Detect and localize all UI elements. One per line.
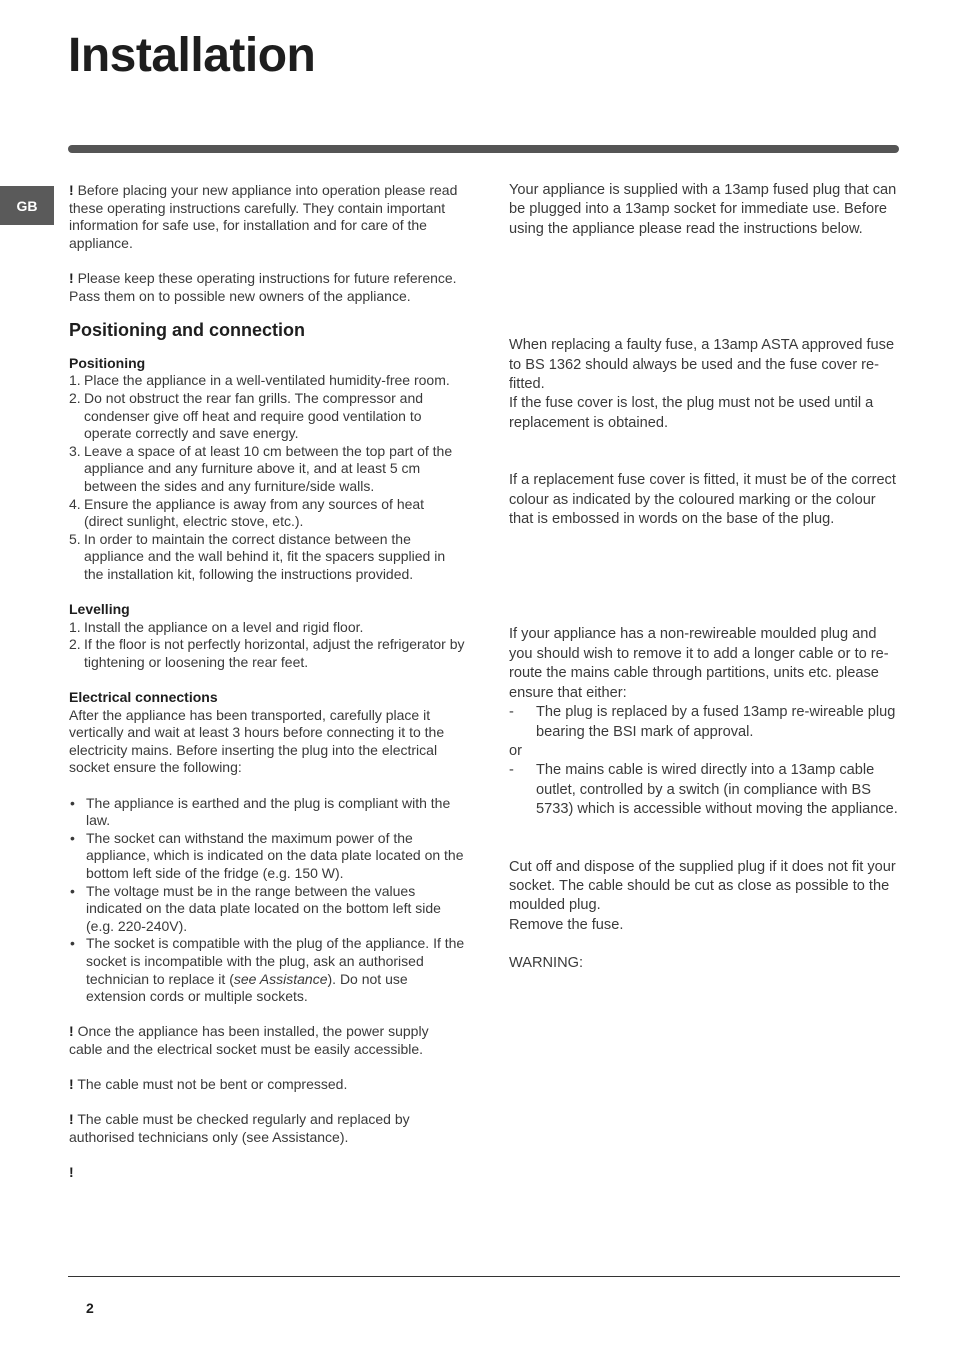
list-item: • The socket can withstand the maximum power of the appliance, which is indicated on the data plate located on the bottom left side of the fridge (e.g. 150 W). — [70, 829, 464, 881]
subsection-heading-electrical: Electrical connections — [69, 689, 218, 706]
fuse-replacement-text: When replacing a faulty fuse, a 13amp ASTA approved fuse to BS 1362 should always be used and the fuse cover re-fitted. — [509, 337, 895, 393]
left-column — [69, 182, 465, 1182]
warning-mark-icon: ! — [69, 182, 74, 198]
dash-icon: - — [509, 762, 514, 779]
list-item: 1. Install the appliance on a level and rigid floor. — [69, 618, 364, 635]
list-item: 5. In order to maintain the correct distance between the appliance and the wall behind it, fit the spacers supplied in the installation kit, following the instructions provided. — [69, 530, 446, 582]
bullet-icon: • — [70, 829, 75, 846]
page-title: Installation — [68, 29, 316, 82]
list-item: - The plug is replaced by a fused 13amp re-wireable plug bearing the BSI mark of approval. — [509, 704, 896, 740]
subsection-heading-positioning: Positioning — [69, 354, 146, 371]
positioning-list — [69, 372, 465, 583]
moulded-plug-text: If your appliance has a non-rewireable moulded plug and you should wish to remove it to add a longer cable or to re-route the mains cable through partitions, units etc. please ensure that either: — [509, 626, 889, 701]
bullet-icon: • — [70, 935, 75, 952]
electrical-checklist — [69, 795, 465, 1006]
plug-intro: Your appliance is supplied with a 13amp fused plug that can be plugged into a 13amp socket for immediate use. Before using the appliance please read the instructions below. — [509, 182, 897, 237]
bullet-icon: • — [70, 882, 75, 899]
levelling-list — [69, 619, 465, 672]
notice: ! The cable must not be bent or compressed. — [69, 1076, 348, 1093]
fuse-cover-colour-text: If a replacement fuse cover is fitted, it must be of the correct colour as indicated by the coloured marking or the colour that is embossed in words on the base of the plug. — [509, 472, 896, 528]
page-number: 2 — [86, 1300, 94, 1316]
list-item: 4. Ensure the appliance is away from any sources of heat (direct sunlight, electric stove, etc.). — [69, 495, 425, 530]
notice: ! Please keep these operating instructions for future reference. Pass them on to possible new owners of the appliance. — [69, 269, 457, 304]
list-item: 2. Do not obstruct the rear fan grills. The compressor and condenser give off heat and require good ventilation to operate correctly and save energy. — [69, 389, 424, 442]
list-item: 1. Place the appliance in a well-ventilated humidity-free room. — [69, 372, 450, 389]
warning-label: WARNING: — [509, 955, 584, 972]
warning-mark-icon: ! — [69, 269, 74, 286]
remove-fuse-text: Remove the fuse. — [509, 916, 624, 933]
notice — [69, 1164, 465, 1182]
notice: ! Once the appliance has been installed, the power supply cable and the electrical socket must be easily accessible. — [69, 1023, 429, 1057]
subsection-heading-levelling: Levelling — [69, 601, 130, 618]
electrical-intro: After the appliance has been transported, carefully place it vertically and wait at least 3 hours before connecting it to the electricity mains. Before inserting the plug into the electrical socket ensure the following: — [69, 706, 445, 776]
cut-off-plug-text: Cut off and dispose of the supplied plug if it does not fit your socket. The cable should be cut as close as possible to the moulded plug. — [509, 858, 896, 914]
fuse-cover-lost-text: If the fuse cover is lost, the plug must not be used until a replacement is obtained. — [509, 395, 874, 431]
list-item: • The voltage must be in the range between the values indicated on the data plate located on the bottom left side (e.g. 220-240V). — [70, 882, 441, 934]
section-title: Positioning and connection — [69, 320, 305, 341]
or-text: or — [509, 742, 522, 759]
dash-icon: - — [509, 704, 514, 721]
list-item: 3. Leave a space of at least 10 cm between the top part of the appliance and any furniture above it, and at least 5 cm between the sides and any furniture/side walls. — [69, 442, 453, 494]
notice: ! Before placing your new appliance into operation please read these operating instructions carefully. They contain important information for safe use, for installation and for care of the appliance. — [69, 182, 458, 251]
warning-mark-icon: ! — [69, 1076, 74, 1093]
list-item: - The mains cable is wired directly into a 13amp cable outlet, controlled by a switch (in compliance with BS 5733) which is accessible without moving the appliance. — [509, 762, 898, 818]
list-item: 2. If the floor is not perfectly horizontal, adjust the refrigerator by tightening or loosening the rear feet. — [69, 636, 465, 670]
right-column — [509, 181, 903, 974]
notice: ! The cable must be checked regularly and replaced by authorised technicians only (see Assistance). — [69, 1111, 410, 1145]
language-tab: GB — [0, 186, 54, 225]
bullet-icon: • — [70, 794, 75, 811]
footer-divider — [68, 1276, 900, 1277]
header-divider — [68, 145, 899, 153]
warning-mark-icon: ! — [69, 1111, 74, 1128]
warning-mark-icon: ! — [69, 1164, 74, 1181]
warning-mark-icon: ! — [69, 1023, 74, 1040]
list-item: • The appliance is earthed and the plug is compliant with the law. — [70, 794, 451, 829]
list-item: • The socket is compatible with the plug of the appliance. If the socket is incompatible with the plug, ask an authorised technician to replace it (see Assistance). Do not use extension cords or multiple sockets. — [70, 935, 465, 1005]
